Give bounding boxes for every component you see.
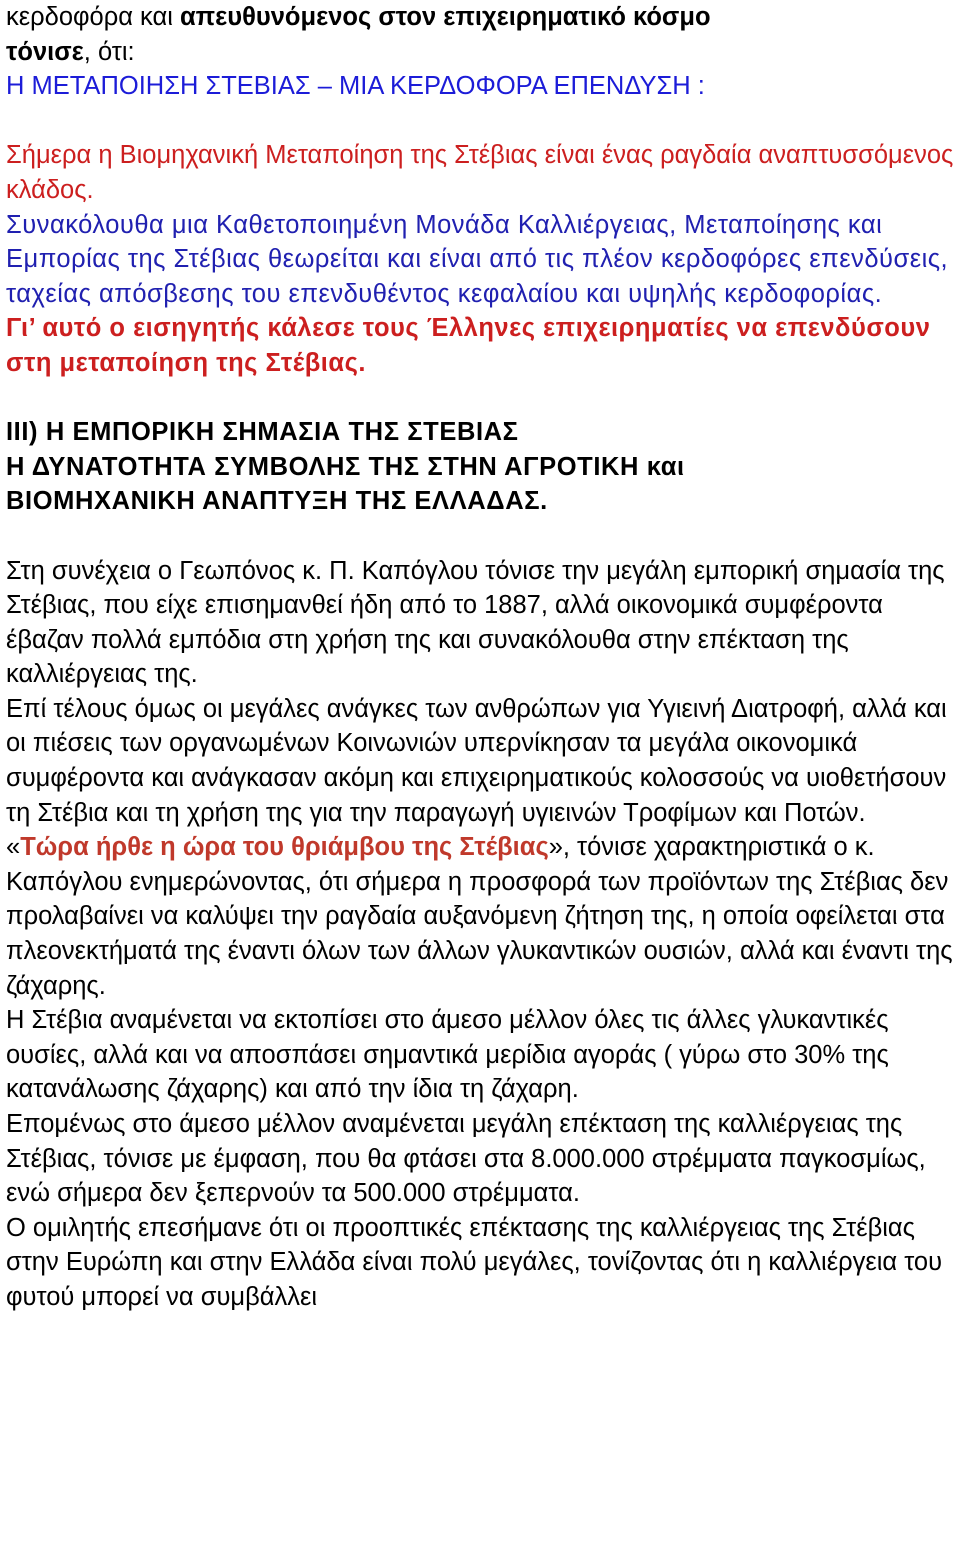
quote-emphasis: Τώρα ήρθε η ώρα του θριάμβου της Στέβιας	[20, 833, 549, 862]
red-paragraph-3: Γι’ αυτό ο εισηγητής κάλεσε τους Έλληνες επιχειρηματίες να επενδύσουν στη μεταποίηση της Στέβιας.	[6, 314, 931, 377]
intro-line-2-bold: τόνισε	[6, 37, 84, 66]
section-heading-line-1: III) Η ΕΜΠΟΡΙΚΗ ΣΗΜΑΣΙΑ ΤΗΣ ΣΤΕΒΙΑΣ	[6, 418, 519, 447]
red-highlight-block	[6, 138, 954, 380]
intro-line-2-plain: , ότι:	[83, 37, 135, 66]
spacer	[6, 519, 954, 554]
spacer	[6, 381, 954, 416]
quote-rest: », τόνισε χαρακτηριστικά ο κ. Καπόγλου ενημερώνοντας, ότι σήμερα η προσφορά των προϊόντων της Στέβιας δεν προλαβαίνει να καλύψει την ραγδαία αυξανόμενη ζήτηση της, η οποία οφείλεται στα πλεονεκτήματά της έναντι όλων των άλλων γλυκαντικών ουσιών, αλλά και έναντι της ζάχαρης.	[6, 833, 953, 1000]
investment-heading: Η ΜΕΤΑΠΟΙΗΣΗ ΣΤΕΒΙΑΣ – ΜΙΑ ΚΕΡΔΟΦΟΡΑ ΕΠΕΝΔΥΣΗ :	[6, 72, 705, 101]
intro-line-1	[6, 0, 954, 35]
section-heading-line-2: Η ΔΥΝΑΤΟΤΗΤΑ ΣΥΜΒΟΛΗΣ ΤΗΣ ΣΤΗΝ ΑΓΡΟΤΙΚΗ και	[6, 452, 685, 481]
body-paragraph-5: Ο ομιλητής επεσήμανε ότι οι προοπτικές επέκτασης της καλλιέργειας της Στέβιας στην Ευρώπη και στην Ελλάδα είναι πολύ μεγάλες, τονίζοντας ότι η καλλιέργεια του φυτού μπορεί να συμβάλλει	[6, 1213, 943, 1311]
body-paragraph-1: Στη συνέχεια ο Γεωπόνος κ. Π. Καπόγλου τόνισε την μεγάλη εμπορική σημασία της Στέβιας, που είχε επισημανθεί ήδη από το 1887, αλλά οικονομικά συμφέροντα έβαζαν πολλά εμπόδια στη χρήση της και συνακόλουθα στην επέκταση της καλλιέργειας της.	[6, 556, 945, 689]
section-heading-line-3: ΒΙΟΜΗΧΑΝΙΚΗ ΑΝΑΠΤΥΞΗ ΤΗΣ ΕΛΛΑΔΑΣ.	[6, 487, 548, 516]
intro-line-1-bold: απευθυνόμενος στον επιχειρηματικό κόσμο	[179, 3, 711, 31]
spacer	[6, 104, 954, 139]
quote-open: «	[6, 833, 21, 862]
blue-paragraph-2: Συνακόλουθα μια Καθετοποιημένη Μονάδα Καλλιέργειας, Μεταποίησης και Εμπορίας της Στέβιας θεωρείται και είναι από τις πλέον κερδοφόρες επενδύσεις, ταχείας απόσβεσης του επενδυθέντος κεφαλαίου και υψηλής κερδοφορίας.	[6, 210, 949, 308]
section-heading	[6, 415, 954, 519]
intro-line-2	[6, 35, 954, 70]
intro-line-1-plain: κερδοφόρα και	[6, 3, 180, 31]
quote-paragraph	[6, 830, 954, 1003]
body-paragraph-4: Επομένως στο άμεσο μέλλον αναμένεται μεγάλη επέκταση της καλλιέργειας της Στέβιας, τόνισε με έμφαση, που θα φτάσει στα 8.000.000 στρέμματα παγκοσμίως, ενώ σήμερα δεν ξεπερνούν τα 500.000 στρέμματα.	[6, 1110, 926, 1208]
body-paragraph-2: Επί τέλους όμως οι μεγάλες ανάγκες των ανθρώπων για Υγιεινή Διατροφή, αλλά και οι πιέσεις των οργανωμένων Κοινωνιών υπερνίκησαν τα μεγάλα οικονομικά συμφέροντα και ανάγκασαν ακόμη και επιχειρηματικούς κολοσσούς να υιοθετήσουν τη Στέβια και τη χρήση της για την παραγωγή υγιεινών Τροφίμων και Ποτών.	[6, 694, 947, 827]
red-paragraph-1: Σήμερα η Βιομηχανική Μεταποίηση της Στέβιας είναι ένας ραγδαία αναπτυσσόμενος κλάδος.	[6, 141, 954, 204]
body-paragraph-3: Η Στέβια αναμένεται να εκτοπίσει στο άμεσο μέλλον όλες τις άλλες γλυκαντικές ουσίες, αλλά και να αποσπάσει σημαντικά μερίδια αγοράς ( γύρω στο 30% της κατανάλωσης ζάχαρης) και από την ίδια τη ζάχαρη.	[6, 1006, 889, 1104]
